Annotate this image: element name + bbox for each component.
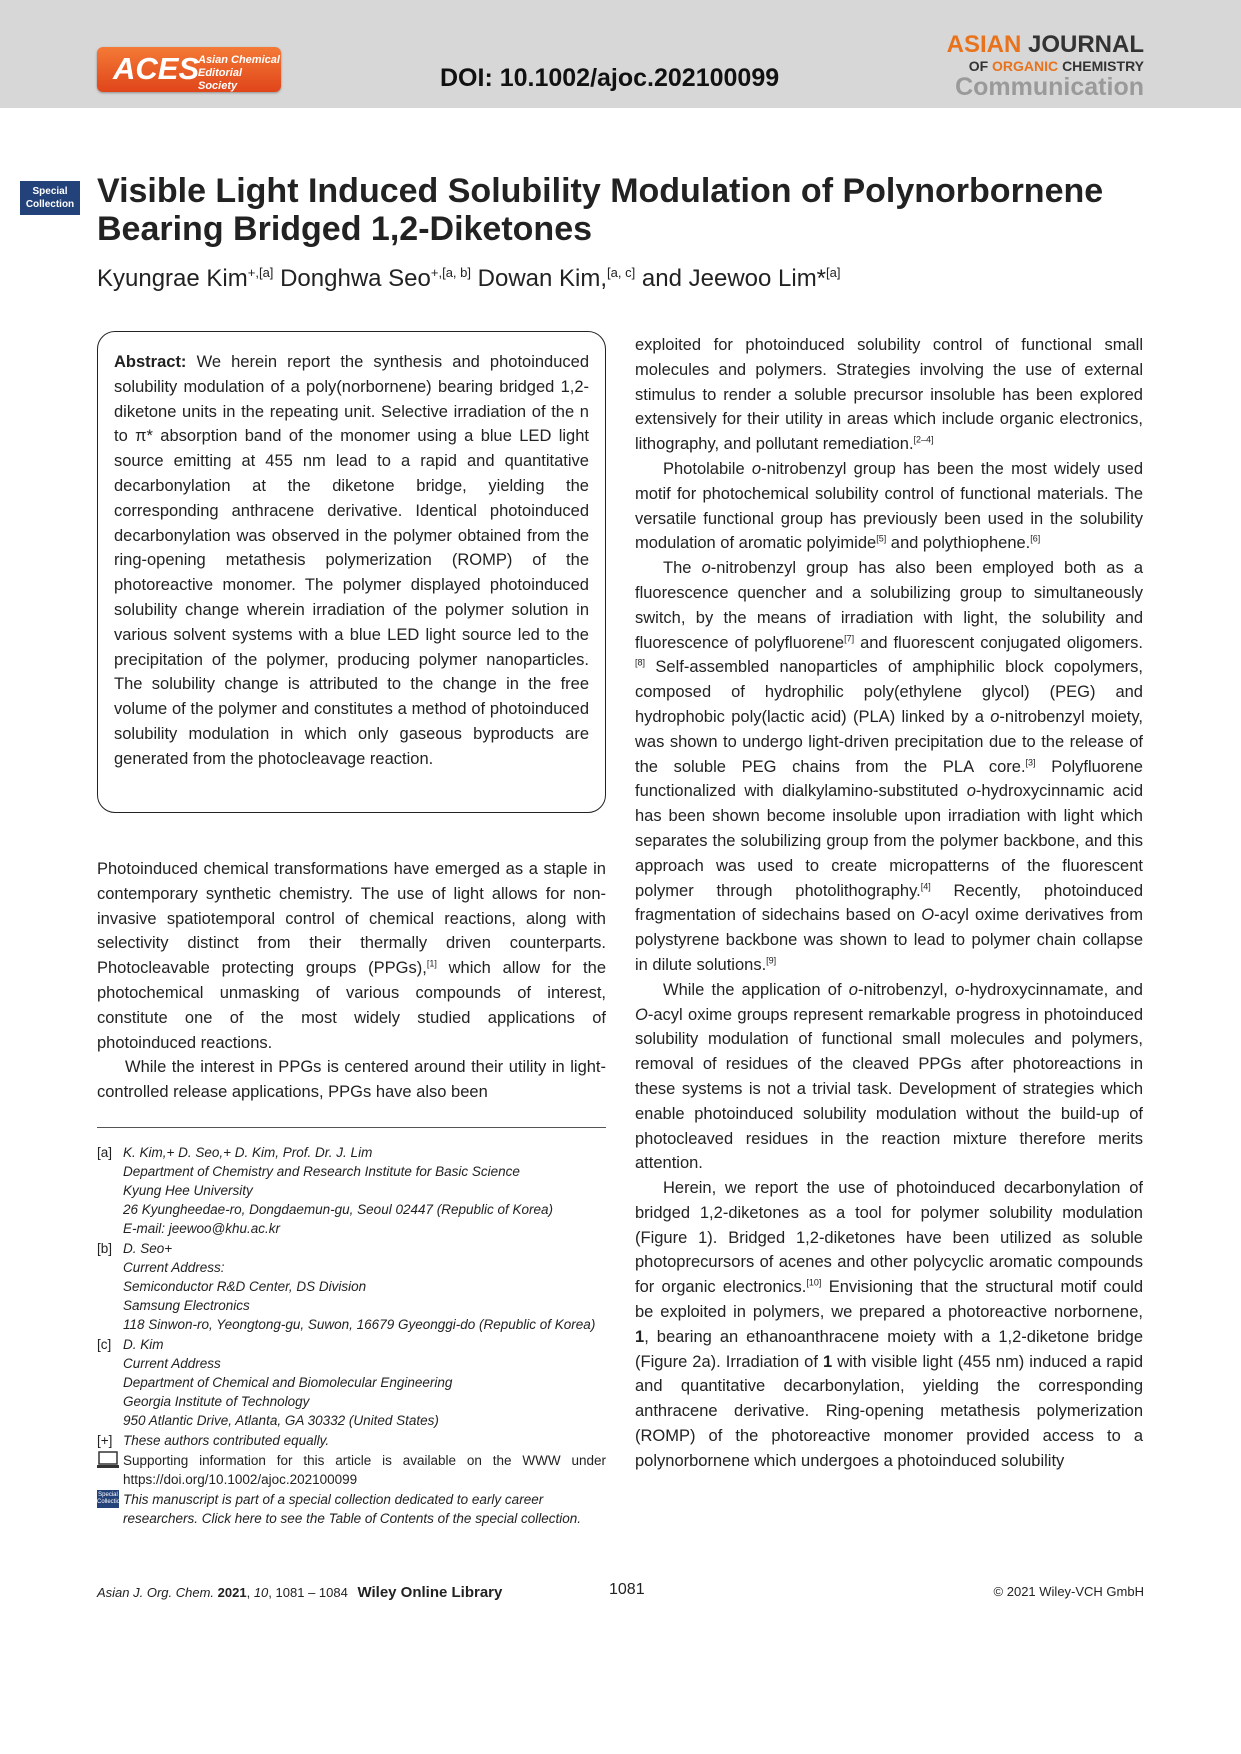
author-name: and Jeewoo Lim* <box>641 265 827 292</box>
body-paragraph: While the interest in PPGs is centered around their utility in light-controlled release applications, PPGs have also been <box>97 1058 606 1102</box>
email-link[interactable]: E-mail: jeewoo@khu.ac.kr <box>123 1221 281 1236</box>
citation-ref[interactable]: [4] <box>920 881 931 892</box>
citation-ref[interactable]: [6] <box>1030 533 1041 544</box>
special-collection-icon: Special Collection <box>97 1490 121 1508</box>
page-number: 1081 <box>609 1581 645 1598</box>
special-collection-note: Special Collection This manuscript is part of a special collection dedicated to early career researchers. Click here to see the Table of Contents of the special collection. <box>97 1492 581 1526</box>
body-paragraph: Herein, we report the use of photoinduced decarbonylation of bridged 1,2-diketones as a tool for polymer solubility modulation (Figure 1). Bridged 1,2-diketones have been utilized as soluble photoprecursors of acenes and other polycyclic aromatic compounds for organic electronics.[10] Envisioning that the structural motif could be exploited in polymers, we prepared a photoreactive norbornene, 1, bearing an ethanoanthracene moiety with a 1,2-diketone bridge (Figure 2a). Irradiation of 1 with visible light (455 nm) induced a rapid and quantitative decarbonylation, yielding the corresponding anthracene derivative. Ring-opening metathesis polymerization (ROMP) of the photoreactive monomer provided access to a polynorbornene which undergoes a photoinduced solubility <box>635 1179 1143 1470</box>
aces-logo-subtitle: Asian Chemical Editorial Society <box>198 54 280 92</box>
citation-ref[interactable]: [5] <box>876 533 887 544</box>
body-paragraph: While the application of o-nitrobenzyl, o-hydroxycinnamate, and O-acyl oxime groups represent remarkable progress in photoinduced solubility modulation of functional small molecules and polymers, removal of residues of the cleaved PPGs after photoreactions in these systems is not a trivial task. Development of strategies which enable photoinduced solubility modulation without the build-up of photocleaved residues in the reaction mixture therefore merits attention. <box>635 980 1143 1173</box>
affiliation-c: [c] D. Kim Current Address Department of Chemical and Biomolecular Engineering Georgia Institute of Technology 950 Atlantic Drive, Atlanta, GA 30332 (United States) <box>97 1337 453 1428</box>
citation-ref[interactable]: [9] <box>766 955 777 966</box>
supporting-info-note: Supporting information for this article is available on the WWW under https://doi.org/10.1002/ajoc.202100099 <box>97 1451 606 1489</box>
affiliations <box>97 1143 606 1529</box>
body-column-left <box>97 857 606 1105</box>
article-title: Visible Light Induced Solubility Modulation of Polynorbornene Bearing Bridged 1,2-Diketones <box>97 172 1104 248</box>
equal-contribution-note: [+] These authors contributed equally. <box>97 1433 330 1448</box>
body-paragraph: exploited for photoinduced solubility control of functional small molecules and polymers. Strategies involving the use of external stimulus to render a soluble precursor insoluble has been explored extensively for their utility in areas which include organic electronics, lithography, and pollutant remediation.[2–4] <box>635 336 1143 454</box>
abstract-box <box>97 331 606 813</box>
computer-icon <box>97 1451 121 1469</box>
citation-ref[interactable]: [1] <box>426 958 437 969</box>
article-type: Communication <box>955 73 1144 101</box>
affiliation-b: [b] D. Seo+ Current Address: Semiconductor R&D Center, DS Division Samsung Electronics 118 Sinwon-ro, Yeongtong-gu, Suwon, 16679 Gyeonggi-do (Republic of Korea) <box>97 1241 596 1332</box>
doi-label[interactable]: DOI: 10.1002/ajoc.202100099 <box>440 64 780 92</box>
abstract-text: Abstract: We herein report the synthesis and photoinduced solubility modulation of a poly(norbornene) bearing bridged 1,2-diketone units in the repeating unit. Selective irradiation of the n to π* absorption band of the monomer using a blue LED light source emitting at 455 nm lead to a rapid and quantitative decarbonylation at the diketone bridge, yielding the corresponding anthracene derivative. Identical photoinduced decarbonylation was observed in the polymer obtained from the ring-opening metathesis polymerization (ROMP) of the photoreactive monomer. The polymer displayed photoinduced solubility change wherein irradiation of the polymer solution in various solvent systems with a blue LED light source led to the precipitation of the polymer, producing polymer nanoparticles. The solubility change is attributed to the change in the free volume of the polymer and constitutes a method of photoinduced solubility modulation in which only gaseous byproducts are generated from the photocleavage reaction. <box>114 353 589 768</box>
citation-ref[interactable]: [7] <box>844 633 855 644</box>
body-paragraph: Photolabile o-nitrobenzyl group has been the most widely used motif for photochemical solubility control of functional materials. The versatile functional group has previously been used in the solubility modulation of aromatic polyimide[5] and polythiophene.[6] <box>635 459 1143 553</box>
footnote-divider <box>97 1127 606 1128</box>
body-paragraph: The o-nitrobenzyl group has also been employed both as a fluorescence quencher and a solubilizing group to simultaneously switch, by the means of irradiation with light, the solubility and fluorescence of polyfluorene[7] and fluorescent conjugated oligomers.[8] Self-assembled nanoparticles of amphiphilic block copolymers, composed of hydrophilic poly(ethylene glycol) (PEG) and hydrophobic poly(lactic acid) (PLA) linked by a o-nitrobenzyl moiety, was shown to undergo light-driven precipitation due to the release of the soluble PEG chains from the PLA core.[3] Polyfluorene functionalized with dialkylamino-substituted o-hydroxycinnamic acid has been shown become insoluble upon irradiation with light which separates the solubilizing group from the polymer backbone, and this approach was used to create micropatterns of the fluorescent polymer through photolithography.[4] Recently, photoinduced fragmentation of sidechains based on O-acyl oxime derivatives from polystyrene backbone was shown to lead to polymer chain collapse in dilute solutions.[9] <box>635 559 1144 974</box>
author-name: Donghwa Seo <box>280 265 431 292</box>
author-name: Dowan Kim, <box>477 265 608 292</box>
author-name: Kyungrae Kim <box>97 265 248 292</box>
special-collection-badge[interactable]: Special Collection <box>20 181 80 215</box>
aces-logo[interactable] <box>97 47 281 92</box>
citation-ref[interactable]: [10] <box>806 1277 822 1288</box>
citation-ref[interactable]: [8] <box>635 657 646 668</box>
copyright: © 2021 Wiley-VCH GmbH <box>993 1584 1144 1599</box>
wiley-online-library-link[interactable]: Wiley Online Library <box>357 1584 503 1601</box>
author-list: Kyungrae Kim$^{+,[a]}$ Donghwa Seo$^{+,[a, b]}$ Dowan Kim,[a, c] and Jeewoo Lim*[a] <box>97 265 841 292</box>
footer-citation: Asian J. Org. Chem. 2021, 10, 1081 – 1084 Wiley Online Library <box>97 1584 503 1601</box>
journal-masthead: ASIAN JOURNAL OF ORGANIC CHEMISTRY Communication <box>946 31 1144 101</box>
citation-ref[interactable]: [3] <box>1025 757 1036 768</box>
citation-ref[interactable]: [2–4] <box>913 434 934 445</box>
page-footer <box>97 1581 1144 1603</box>
affiliation-a: [a] K. Kim,+ D. Seo,+ D. Kim, Prof. Dr. J. Lim Department of Chemistry and Research Institute for Basic Science Kyung Hee University 26 Kyungheedae-ro, Dongdaemun-gu, Seoul 02447 (Republic of Korea) E-mail: jeewoo@khu.ac.kr <box>97 1143 606 1238</box>
body-paragraph: Photoinduced chemical transformations have emerged as a staple in contemporary synthetic chemistry. The use of light allows for non-invasive spatiotemporal control of chemical reactions, along with selectivity distinct from their thermally driven counterparts. Photocleavable protecting groups (PPGs),[1] which allow for the photochemical unmasking of various compounds of interest, constitute one of the most widely studied applications of photoinduced reactions. <box>97 860 606 1052</box>
body-column-right <box>635 333 1143 1474</box>
aces-logo-word: ACES <box>113 51 200 86</box>
